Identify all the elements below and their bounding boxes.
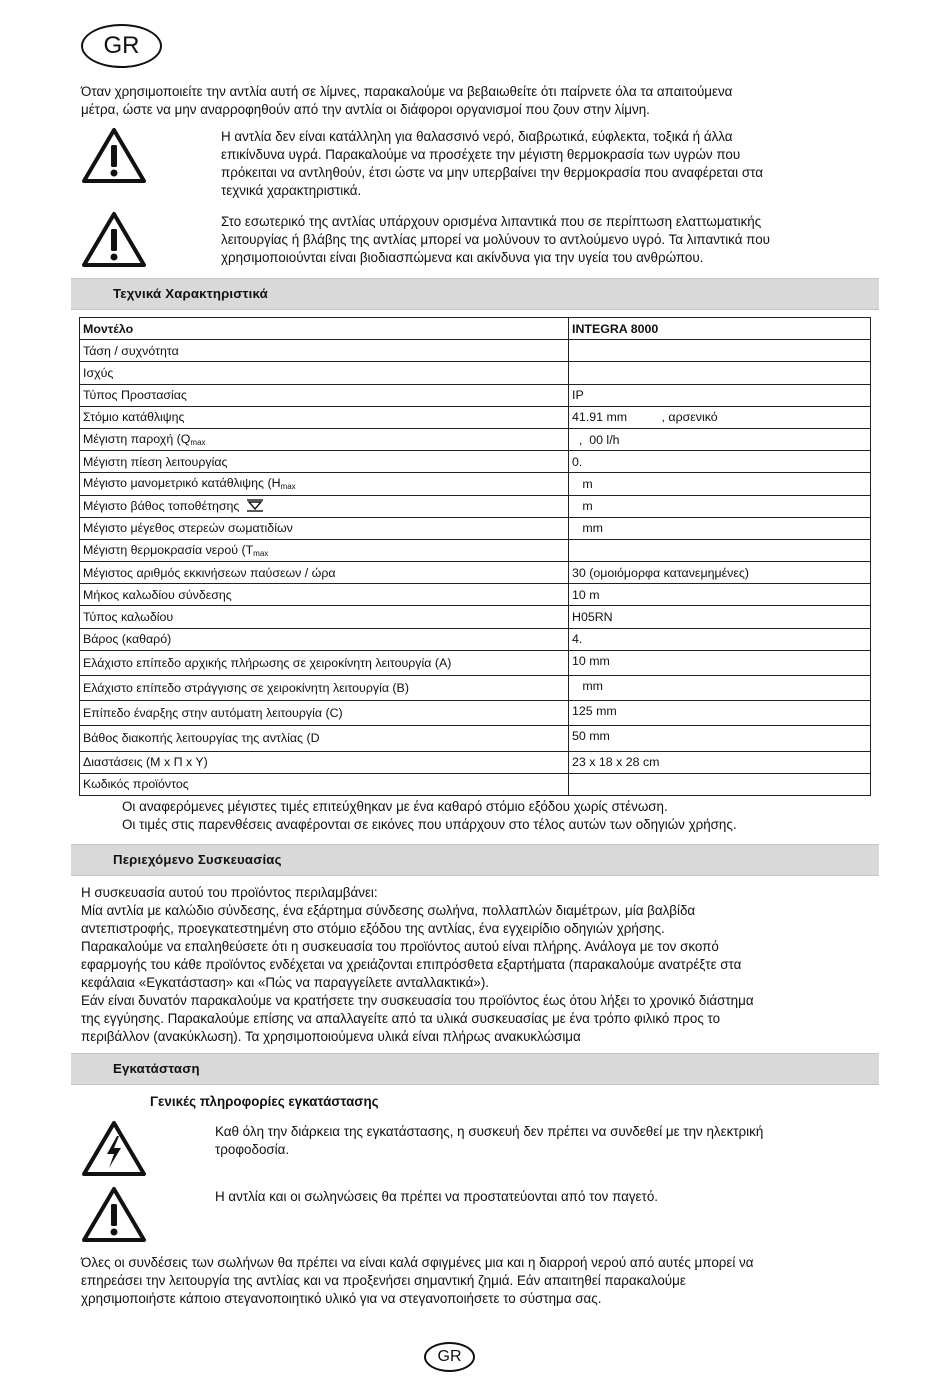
package-line: Παρακαλούμε να επαληθεύσετε ότι η συσκευασία του προϊόντος αυτού είναι πλήρης. Ανάλογα με τον σκοπό [81,939,719,954]
spec-label: Στόμιο κατάθλιψης [80,406,569,428]
spec-value: 10 mm [569,650,871,675]
warning-1-line: επικίνδυνα υγρά. Παρακαλούμε να προσέχετε την μέγιστη θερμοκρασία των υγρών που [221,147,741,162]
spec-label: Ισχύς [80,362,569,384]
table-notes [122,798,882,834]
install-line: Όλες οι συνδέσεις των σωλήνων θα πρέπει να είναι καλά σφιγμένες μια και η διαρροή νερού από αυτές μπορεί να [81,1255,754,1270]
table-row [80,340,871,362]
package-line: κεφάλαια «Εγκατάσταση» και «Πώς να παραγγείλετε ανταλλακτικά»). [81,975,490,990]
table-row [80,676,871,701]
intro-line: Όταν χρησιμοποιείτε την αντλία αυτή σε λίμνες, παρακαλούμε να βεβαιωθείτε ότι παίρνετε όλα τα απαιτούμενα [81,84,733,99]
spec-label: Μέγιστη θερμοκρασία νερού (T [83,542,254,557]
table-row [80,362,871,384]
package-line: Εάν είναι δυνατόν παρακαλούμε να κρατήσετε την συσκευασία του προϊόντος έως ότου λήξει το χρονικό διάστημα [81,993,754,1008]
spec-label-cell [80,428,569,450]
spec-label: Μέγιστο μανομετρικό κατάθλιψης (H [83,476,281,491]
table-row [80,726,871,751]
table-row [80,628,871,650]
spec-value: mm [569,517,871,539]
warning-2-line: Στο εσωτερικό της αντλίας υπάρχουν ορισμένα λιπαντικά που σε περίπτωση ελαττωματικής [221,214,762,229]
warning-1-text [221,128,881,200]
intro-paragraph [81,83,881,119]
spec-value: 41.91 mm , αρσενικό [569,406,871,428]
warning-2-line: χρησιμοποιούνται είναι βιοδιασπώμενα και ακίνδυνα για την υγεία του ανθρώπου. [221,250,704,265]
warning-1-line: πρόκειται να αντληθούν, έτσι ώστε να μην υπερβαίνει την θερμοκρασία που αναφέρεται στα [221,165,763,180]
language-badge-top [81,24,162,68]
install-subtitle: Γενικές πληροφορίες εγκατάστασης [150,1094,379,1109]
language-badge-bottom [424,1342,475,1372]
section-header-tech [71,278,879,310]
table-row [80,384,871,406]
table-row [80,751,871,773]
spec-value: 23 x 18 x 28 cm [569,751,871,773]
electric-hazard-icon [81,1120,147,1177]
spec-label: Μέγιστη πίεση λειτουργίας [80,451,569,473]
spec-value [569,773,871,795]
spec-value: , 00 l/h [569,428,871,450]
spec-label-cell [80,495,569,517]
table-row [80,495,871,517]
spec-label: Μήκος καλωδίου σύνδεσης [80,584,569,606]
section-title: Τεχνικά Χαρακτηριστικά [113,286,268,301]
spec-label: Τύπος καλωδίου [80,606,569,628]
spec-label-cell [80,539,569,561]
table-header-cell: INTEGRA 8000 [569,318,871,340]
spec-label: Επίπεδο έναρξης στην αυτόματη λειτουργία (C) [80,701,569,726]
table-row [80,406,871,428]
spec-value: 30 (ομοιόμορφα κατανεμημένες) [569,562,871,584]
table-row [80,773,871,795]
table-header-cell: Μοντέλο [80,318,569,340]
note-line: Οι τιμές στις παρενθέσεις αναφέρονται σε εικόνες που υπάρχουν στο τέλος αυτών των οδηγιών χρήσης. [122,817,737,832]
install-paragraph [81,1254,891,1308]
note-line: Οι αναφερόμενες μέγιστες τιμές επιτεύχθηκαν με ένα καθαρό στόμιο εξόδου χωρίς στένωση. [122,799,668,814]
spec-table [79,317,871,796]
spec-value: IP [569,384,871,406]
spec-value: 50 mm [569,726,871,751]
spec-value: 0. [569,451,871,473]
package-line: Μία αντλία με καλώδιο σύνδεσης, ένα εξάρτημα σύνδεσης σωλήνα, πολλαπλών διαμέτρων, μία βαλβίδα [81,903,696,918]
spec-value [569,539,871,561]
spec-label: Βάθος διακοπής λειτουργίας της αντλίας (D [80,726,569,751]
table-row [80,428,871,450]
spec-label: Τύπος Προστασίας [80,384,569,406]
table-header-row [80,318,871,340]
table-row [80,650,871,675]
package-line: εφαρμογής του κάθε προϊόντος ενδέχεται να χρειάζονται επιπρόσθετα εξαρτήματα (παρακαλούμε ανατρέξτε στα [81,957,742,972]
spec-label: Ελάχιστο επίπεδο αρχικής πλήρωσης σε χειροκίνητη λειτουργία (A) [80,650,569,675]
install-warning-1-line: Καθ όλη την διάρκεια της εγκατάστασης, η συσκευή δεν πρέπει να συνδεθεί με την ηλεκτρική [215,1124,764,1139]
table-row [80,606,871,628]
table-row [80,584,871,606]
spec-label: Μέγιστο βάθος τοποθέτησης [83,499,240,514]
warning-1-line: Η αντλία δεν είναι κατάλληλη για θαλασσινό νερό, διαβρωτικά, εύφλεκτα, τοξικά ή άλλα [221,129,733,144]
spec-label: Κωδικός προϊόντος [80,773,569,795]
spec-value [569,340,871,362]
spec-value: m [569,473,871,495]
spec-subscript: max [280,482,296,492]
intro-line: μέτρα, ώστε να μην αναρροφηθούν από την αντλία οι διάφοροι οργανισμοί που ζουν στην λίμνη. [81,102,650,117]
section-header-package [71,844,879,876]
spec-label: Μέγιστο μέγεθος στερεών σωματιδίων [80,517,569,539]
spec-value: 10 m [569,584,871,606]
spec-subscript: max [253,548,269,558]
spec-value: 125 mm [569,701,871,726]
spec-label: Διαστάσεις (M x Π x Y) [80,751,569,773]
warning-triangle-icon [81,127,147,184]
section-title: Εγκατάσταση [113,1061,200,1076]
spec-value [569,362,871,384]
warning-2-line: λειτουργίας ή βλάβης της αντλίας μπορεί να μολύνουν το αντλούμενο υγρό. Τα λιπαντικά που [221,232,770,247]
install-line: χρησιμοποιήστε κάποιο στεγανοποιητικό υλικό για να στεγανοποιήσετε το σύστημα σας. [81,1291,602,1306]
spec-value: m [569,495,871,517]
section-title: Περιεχόμενο Συσκευασίας [113,852,282,867]
spec-label-cell [80,473,569,495]
package-line: περιβάλλον (ανακύκλωση). Τα χρησιμοποιούμενα υλικά είναι πλήρως ανακυκλώσιμα [81,1029,581,1044]
package-line: Η συσκευασία αυτού του προϊόντος περιλαμβάνει: [81,885,378,900]
table-row [80,701,871,726]
spec-label: Μέγιστη παροχή (Q [83,432,191,447]
spec-label: Βάρος (καθαρό) [80,628,569,650]
spec-label: Μέγιστος αριθμός εκκινήσεων παύσεων / ώρα [80,562,569,584]
spec-label: Ελάχιστο επίπεδο στράγγισης σε χειροκίνητη λειτουργία (B) [80,676,569,701]
language-badge-label: GR [103,32,140,59]
spec-label: Τάση / συχνότητα [80,340,569,362]
install-warning-2: Η αντλία και οι σωληνώσεις θα πρέπει να προστατεύονται από τον παγετό. [215,1189,658,1204]
table-row [80,562,871,584]
warning-triangle-icon [81,1186,147,1243]
table-row [80,517,871,539]
spec-value: H05RN [569,606,871,628]
warning-2-text [221,213,881,267]
warning-1-line: τεχνικά χαρακτηριστικά. [221,183,362,198]
spec-value: mm [569,676,871,701]
section-header-install [71,1053,879,1085]
spec-subscript: max [190,438,206,448]
package-paragraph [81,884,881,1046]
package-line: της εγγύησης. Παρακαλούμε επίσης να απαλλαγείτε από τα υλικά συσκευασίας με ένα τρόπο φιλικό προς το [81,1011,721,1026]
table-row [80,539,871,561]
package-line: αντεπιστροφής, προεγκατεστημένη στο στόμιο εξόδου της αντλίας, ένα εγχειρίδιο οδηγιών χρήσης. [81,921,665,936]
table-row [80,473,871,495]
install-warning-1-line: τροφοδοσία. [215,1142,290,1157]
language-badge-label: GR [437,1348,462,1365]
warning-triangle-icon [81,211,147,268]
install-line: επηρεάσει την λειτουργία της αντλίας και να προξενήσει σημαντική ζημιά. Εάν απαιτηθεί παρακαλούμε [81,1273,686,1288]
install-warning-1 [215,1123,875,1159]
water-level-icon [247,499,263,512]
table-row [80,451,871,473]
spec-value: 4. [569,628,871,650]
